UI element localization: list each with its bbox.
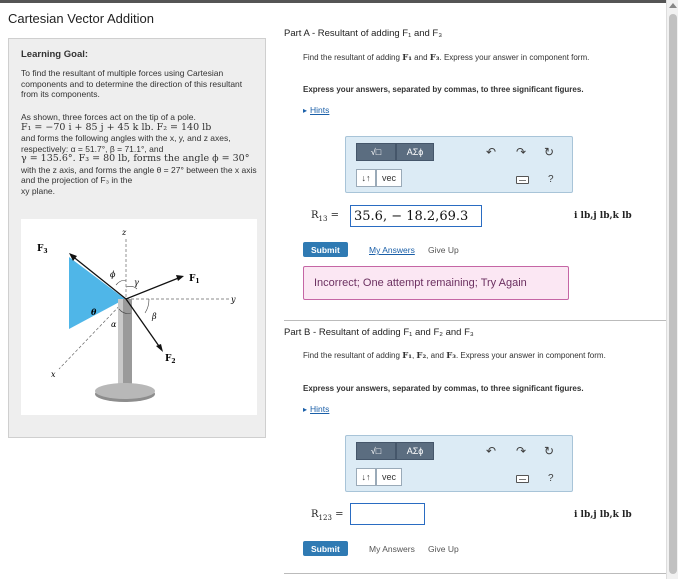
problem-statement: [21, 112, 261, 196]
problem-line: xy plane.: [21, 185, 56, 196]
force-f1-head: [176, 275, 184, 281]
part-b-submit-button[interactable]: Submit: [303, 541, 348, 556]
part-b-answer-input[interactable]: [350, 503, 425, 525]
problem-line: As shown, three forces act on the tip of a pole.: [21, 112, 196, 122]
part-divider: [284, 573, 666, 574]
label-beta: β: [152, 312, 157, 321]
instr-text: , and: [426, 351, 447, 360]
figure-svg: [21, 219, 257, 415]
instr-f1: F₁: [402, 351, 412, 361]
answer-label-eq: =: [327, 210, 340, 221]
projection-plane: [69, 257, 125, 329]
part-b-title: Part B - Resultant of adding F₁ and F₂ and F₃: [284, 327, 474, 338]
part-b-my-answers-link[interactable]: My Answers: [369, 544, 415, 554]
label-f3: $F_3$: [37, 244, 48, 255]
learning-goal-text: To find the resultant of multiple forces using Cartesian components and to determine the direction of this resultant from its components.: [21, 68, 243, 99]
label-z: z: [122, 228, 127, 237]
instr-text: and: [411, 53, 430, 62]
greek-symbols-button[interactable]: AΣϕ: [396, 143, 434, 161]
subscript-superscript-button[interactable]: ↓↑: [356, 169, 376, 187]
scroll-thumb[interactable]: [669, 14, 677, 574]
redo-icon[interactable]: ↷: [516, 145, 527, 159]
problem-f1: F₁ = −70 i + 85 j + 45 k lb. F₂ = 140 lb: [21, 121, 212, 133]
page-title: Cartesian Vector Addition: [8, 11, 154, 26]
instr-text: . Express your answer in component form.: [439, 53, 590, 62]
label-alpha: α: [111, 320, 117, 329]
learning-goal-heading: Learning Goal:: [21, 49, 89, 60]
part-a-answer-input[interactable]: [350, 205, 482, 227]
label-f2: $F_2$: [165, 354, 176, 365]
part-a-feedback: Incorrect; One attempt remaining; Try Again: [303, 266, 569, 300]
label-theta: θ: [91, 307, 97, 317]
phi-arc: [116, 281, 126, 286]
instr-f1: F₁: [402, 53, 412, 63]
help-icon[interactable]: ?: [548, 174, 554, 185]
pole-base-top: [95, 383, 155, 399]
subscript-superscript-button[interactable]: ↓↑: [356, 468, 376, 486]
part-b-hints-link[interactable]: ▸ Hints: [303, 404, 329, 414]
part-a-math-toolbar: [345, 136, 573, 193]
part-a-express-note: Express your answers, separated by commas, to three significant figures.: [303, 85, 584, 94]
instr-f3: F₃: [429, 53, 440, 63]
pole-highlight: [118, 299, 123, 391]
reset-icon[interactable]: ↻: [544, 444, 555, 458]
part-divider: [284, 320, 666, 321]
keyboard-icon[interactable]: [516, 475, 529, 483]
label-gamma: γ: [134, 278, 139, 287]
instr-text: Find the resultant of adding: [303, 351, 403, 360]
label-x: x: [51, 370, 56, 379]
problem-line: with the z axis, and forms the angle θ = 27° between the x axis and the projection of F₃ in the: [21, 164, 257, 185]
undo-icon[interactable]: ↶: [486, 444, 497, 458]
instr-f2: F₂: [416, 351, 427, 361]
part-a-instructions: [303, 53, 648, 63]
keyboard-icon[interactable]: [516, 176, 529, 184]
part-a-my-answers-link[interactable]: My Answers: [369, 245, 415, 255]
instr-text: . Express your answer in component form.: [455, 351, 606, 360]
part-a-submit-button[interactable]: Submit: [303, 242, 348, 257]
top-border: [0, 0, 666, 3]
part-a-give-up-link[interactable]: Give Up: [428, 245, 459, 255]
part-b-instructions: [303, 351, 648, 361]
part-a-hints-link[interactable]: ▸ Hints: [303, 105, 329, 115]
part-a-title: Part A - Resultant of adding F₁ and F₃: [284, 28, 443, 39]
answer-label-symbol: R: [311, 509, 319, 520]
problem-panel: [8, 38, 266, 438]
template-button[interactable]: √□: [356, 442, 396, 460]
label-f1: $F_1$: [189, 274, 200, 285]
force-f2-head: [156, 344, 163, 352]
part-a-units: i lb,j lb,k lb: [574, 211, 632, 221]
part-a-answer-label: [311, 210, 339, 223]
vector-button[interactable]: vec: [376, 468, 402, 486]
answer-label-symbol: R: [311, 210, 319, 221]
part-b-answer-label: [311, 509, 343, 522]
instr-f3: F₃: [446, 351, 456, 361]
answer-label-eq: =: [331, 509, 344, 520]
problem-f3: γ = 135.6°. F₃ = 80 lb, forms the angle ϕ = 30°: [21, 153, 250, 164]
redo-icon[interactable]: ↷: [516, 444, 527, 458]
help-icon[interactable]: ?: [548, 473, 554, 484]
beta-arc: [145, 299, 149, 313]
pole-force-figure: [21, 219, 257, 415]
part-b-math-toolbar: [345, 435, 573, 492]
undo-icon[interactable]: ↶: [486, 145, 497, 159]
part-b-give-up-link[interactable]: Give Up: [428, 544, 459, 554]
part-b-units: i lb,j lb,k lb: [574, 510, 632, 520]
greek-symbols-button[interactable]: AΣϕ: [396, 442, 434, 460]
label-phi: ϕ: [110, 270, 116, 279]
part-b-express-note: Express your answers, separated by commas, to three significant figures.: [303, 384, 584, 393]
answer-label-sub: 123: [318, 514, 332, 522]
page-scrollbar[interactable]: [666, 0, 678, 579]
vector-button[interactable]: vec: [376, 169, 402, 187]
reset-icon[interactable]: ↻: [544, 145, 555, 159]
instr-text: Find the resultant of adding: [303, 53, 403, 62]
answer-label-sub: 13: [318, 215, 328, 223]
problem-line: and forms the following angles with the x, y, and z axes, respectively: α = 51.7°, β = 71.1°, and: [21, 133, 231, 154]
instr-text: ,: [411, 351, 417, 360]
scroll-up-icon[interactable]: [669, 3, 677, 8]
label-y: y: [231, 295, 236, 304]
template-button[interactable]: √□: [356, 143, 396, 161]
